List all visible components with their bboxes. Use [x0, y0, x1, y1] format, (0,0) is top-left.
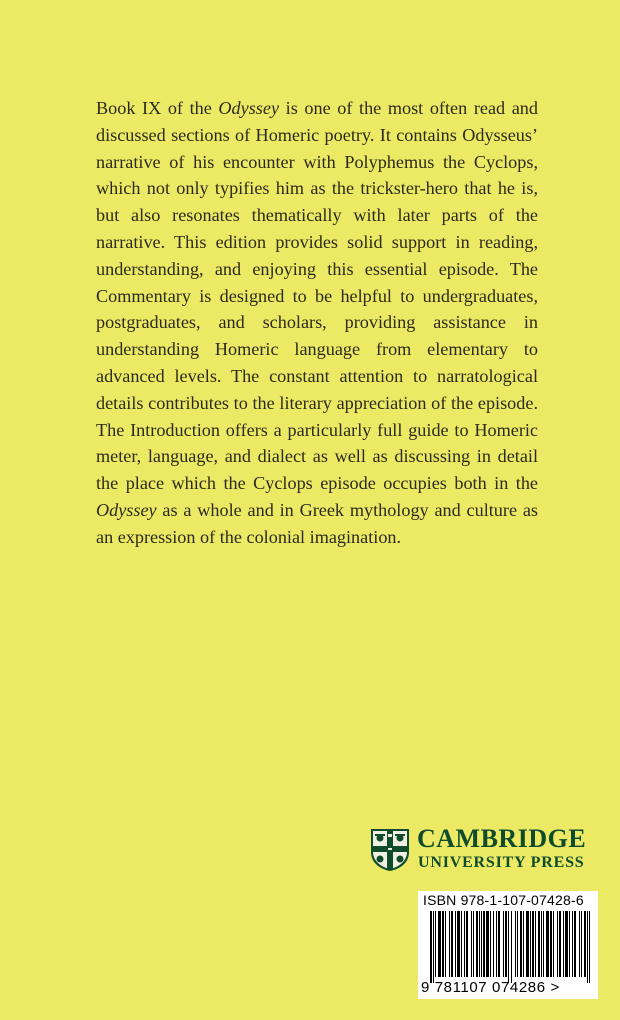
barcode-bar: [430, 911, 432, 983]
barcode-bar: [553, 911, 554, 977]
barcode-bar: [483, 911, 485, 977]
publisher-name: CAMBRIDGE: [417, 824, 587, 853]
barcode-bar: [435, 911, 436, 977]
barcode-bar: [433, 911, 434, 983]
barcode-bar: [579, 911, 580, 977]
isbn-label: ISBN 978-1-107-07428-6: [423, 892, 584, 908]
barcode-bars: [430, 911, 590, 983]
publisher-logo: [370, 824, 600, 878]
barcode-bar: [541, 911, 542, 977]
barcode-bar: [505, 911, 507, 977]
barcode-bar: [535, 911, 536, 977]
barcode-bar: [442, 911, 444, 977]
barcode-bar: [557, 911, 558, 977]
barcode-bar: [481, 911, 482, 977]
barcode-bar: [471, 911, 472, 977]
barcode-bar: [523, 911, 524, 977]
barcode-bar: [569, 911, 570, 977]
barcode-bar: [550, 911, 552, 977]
barcode-bar: [517, 911, 518, 977]
barcode-bar: [493, 911, 494, 977]
barcode-bar: [449, 911, 450, 977]
barcode-bar: [438, 911, 441, 977]
barcode-bar: [546, 911, 549, 977]
barcode-bar: [476, 911, 478, 977]
barcode-bar: [572, 911, 573, 977]
barcode-bar: [559, 911, 561, 977]
publisher-subtitle: UNIVERSITY PRESS: [418, 854, 585, 871]
barcode-bar: [538, 911, 540, 977]
barcode-bar: [455, 911, 456, 977]
barcode-bar: [445, 911, 446, 977]
barcode-bar: [543, 911, 544, 977]
barcode-bar: [486, 911, 489, 977]
barcode-bar: [563, 911, 564, 977]
isbn-barcode: [418, 891, 598, 999]
barcode-bar: [464, 911, 465, 977]
barcode-bar: [457, 911, 460, 977]
barcode-bar: [479, 911, 480, 977]
barcode-bar: [473, 911, 474, 977]
blurb-title-odyssey-2: Odyssey: [96, 499, 157, 520]
barcode-bar: [461, 911, 462, 977]
barcode-bar: [587, 911, 588, 983]
barcode-bar: [515, 911, 516, 977]
barcode-bar: [451, 911, 453, 977]
blurb-text-1: Book IX of the: [96, 98, 219, 118]
blurb-title-odyssey-1: Odyssey: [218, 98, 280, 118]
barcode-bar: [565, 911, 568, 977]
barcode-bar: [532, 911, 534, 977]
barcode-bar: [530, 911, 531, 977]
barcode-bar: [490, 911, 491, 977]
barcode-bar: [466, 911, 468, 977]
back-cover-blurb: [96, 95, 538, 551]
barcode-bar: [498, 911, 500, 977]
barcode-digits: 9 781107 074286 >: [421, 979, 560, 996]
barcode-bar: [581, 911, 582, 977]
barcode-bar: [574, 911, 576, 977]
barcode-bar: [584, 911, 586, 977]
barcode-bar: [511, 911, 512, 983]
barcode-bar: [496, 911, 497, 977]
blurb-text-2: is one of the most often read and discussed sections of Homeric poetry. It contains Odysseus’ narrative of his encounter with Polyphemus the Cyclops, which not only typifies him as the trickster-hero that he is, but also resonates thematically with later parts of the narrative. This edition provides solid support in reading, understanding, and enjoying this essential episode. The Commentary is designed to be helpful to undergraduates, postgraduates, and scholars, providing assistance in understanding Homeric language from elementary to advanced levels. The constant attention to narratological details contributes to the literary appreciation of the episode. The Introduction offers a particularly full guide to Homeric meter, language, and dialect as well as discussing in detail the place which the Cyclops episode occupies both in the: [96, 98, 538, 494]
barcode-bar: [508, 911, 509, 983]
blurb-text-3: as a whole and in Greek mythology and culture as an expression of the colonial imagination.: [96, 499, 538, 547]
barcode-bar: [589, 911, 590, 983]
cambridge-shield-icon: [370, 828, 410, 872]
barcode-bar: [526, 911, 529, 977]
barcode-bar: [520, 911, 522, 977]
barcode-bar: [503, 911, 504, 977]
